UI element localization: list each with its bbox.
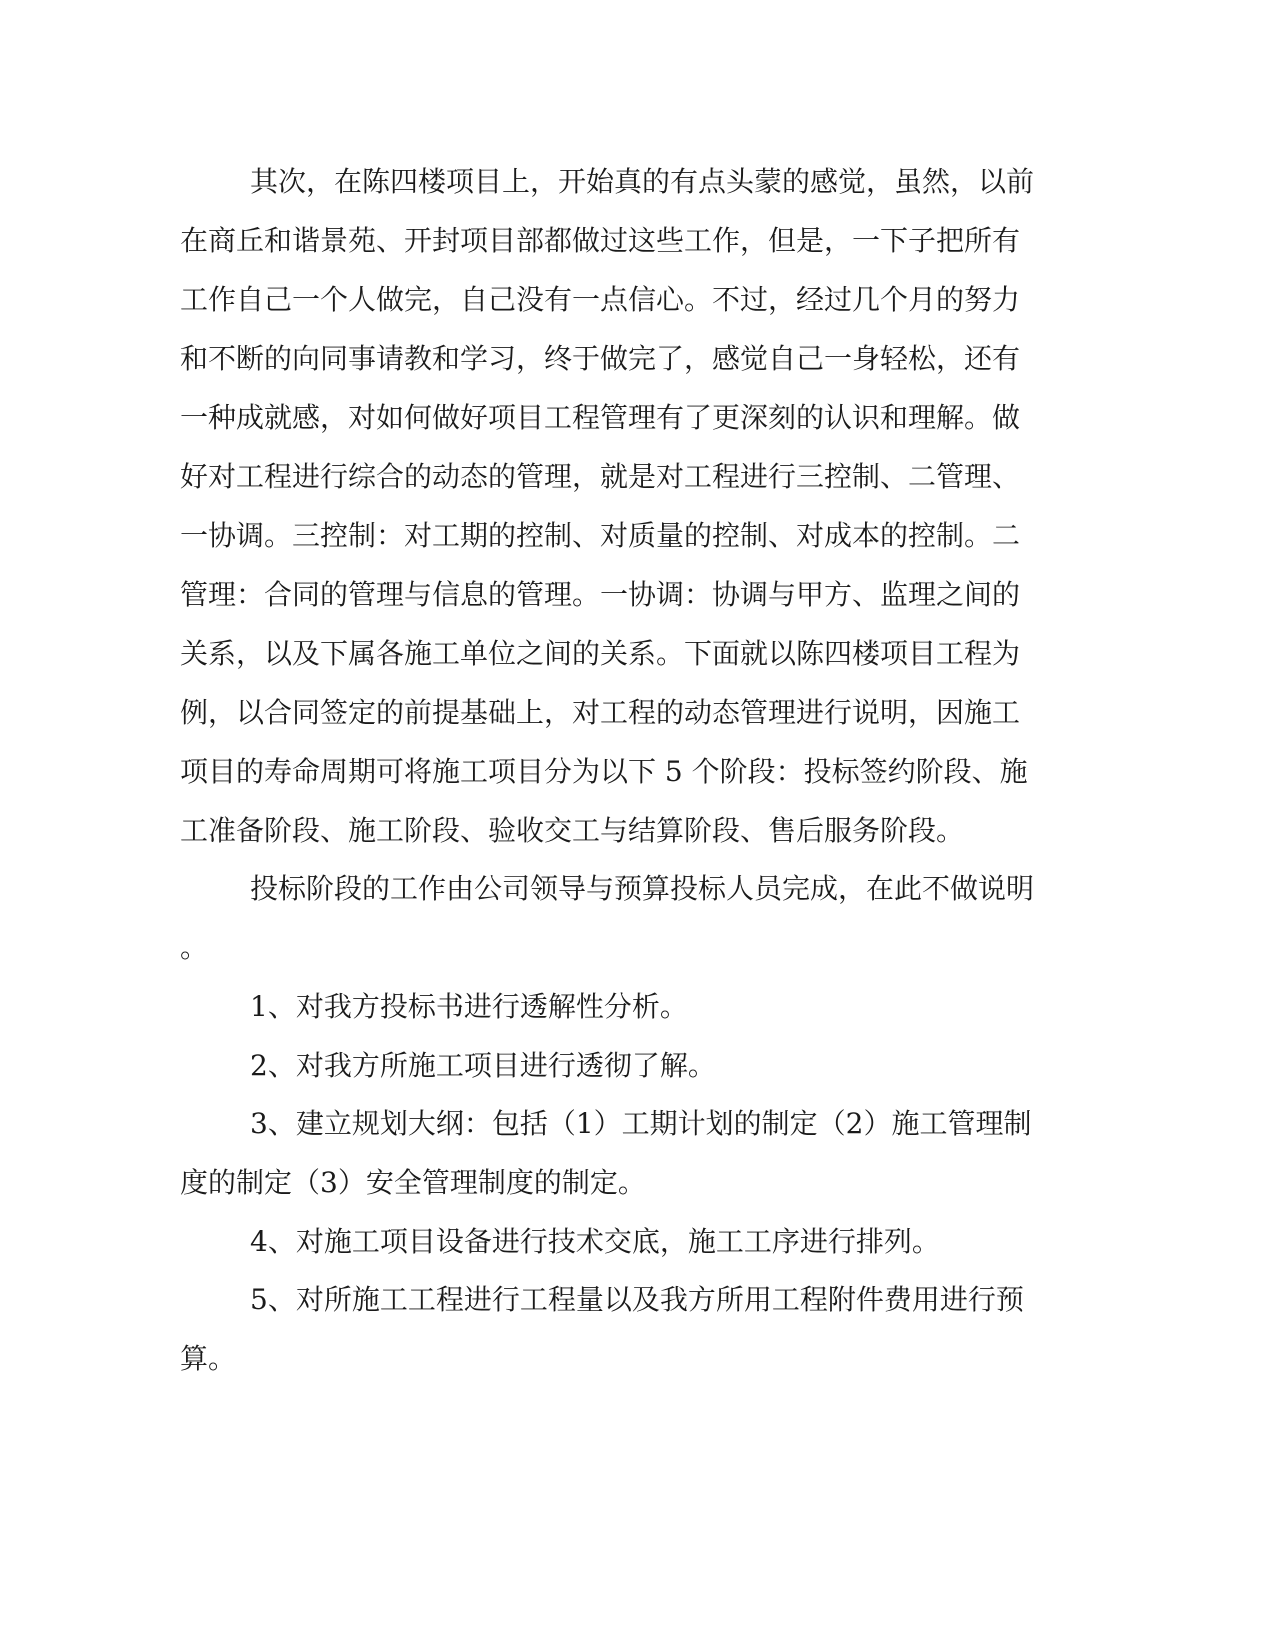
text-line: 2、对我方所施工项目进行透彻了解。: [250, 1049, 716, 1082]
text-line: 一协调。三控制：对工期的控制、对质量的控制、对成本的控制。二: [180, 519, 1021, 552]
text-line: 4、对施工项目设备进行技术交底，施工工序进行排列。: [250, 1225, 940, 1258]
text-line: 管理：合同的管理与信息的管理。一协调：协调与甲方、监理之间的: [180, 578, 1021, 611]
text-line: 5、对所施工工程进行工程量以及我方所用工程附件费用进行预: [250, 1283, 1024, 1316]
text-line: 1、对我方投标书进行透解性分析。: [250, 990, 688, 1023]
text-line: 投标阶段的工作由公司领导与预算投标人员完成，在此不做说明: [250, 872, 1035, 905]
text-line: 关系，以及下属各施工单位之间的关系。下面就以陈四楼项目工程为: [180, 637, 1021, 670]
text-line: 一种成就感，对如何做好项目工程管理有了更深刻的认识和理解。做: [180, 401, 1021, 434]
text-line: 度的制定（3）安全管理制度的制定。: [180, 1166, 646, 1199]
text-line: 在商丘和谐景苑、开封项目部都做过这些工作，但是，一下子把所有: [180, 224, 1021, 257]
text-line: 工作自己一个人做完，自己没有一点信心。不过，经过几个月的努力: [180, 283, 1021, 316]
text-line: 和不断的向同事请教和学习，终于做完了，感觉自己一身轻松，还有: [180, 342, 1021, 375]
text-line: 。: [180, 931, 209, 964]
text-line: 例，以合同签定的前提基础上，对工程的动态管理进行说明，因施工: [180, 696, 1021, 729]
text-line: 项目的寿命周期可将施工项目分为以下 5 个阶段：投标签约阶段、施: [180, 755, 1028, 788]
text-line: 3、建立规划大纲：包括（1）工期计划的制定（2）施工管理制: [250, 1107, 1032, 1140]
text-line: 算。: [180, 1342, 237, 1375]
text-line: 好对工程进行综合的动态的管理，就是对工程进行三控制、二管理、: [180, 460, 1021, 493]
text-line: 其次，在陈四楼项目上，开始真的有点头蒙的感觉，虽然，以前: [250, 165, 1035, 198]
text-line: 工准备阶段、施工阶段、验收交工与结算阶段、售后服务阶段。: [180, 814, 965, 847]
